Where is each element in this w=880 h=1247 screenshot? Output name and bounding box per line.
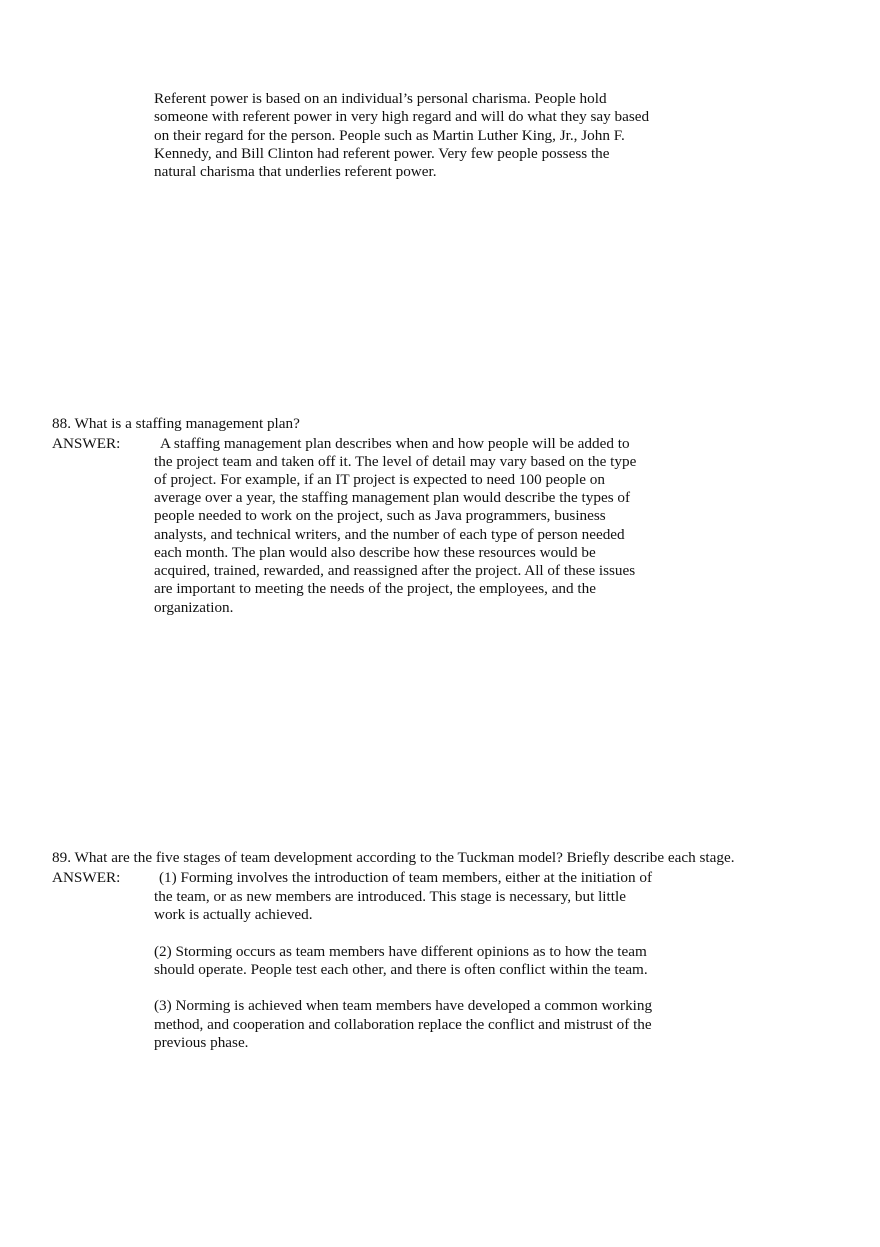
text-line: the team, or as new members are introduced. This stage is necessary, but little — [154, 888, 626, 905]
text-line: (1) Forming involves the introduction of team members, either at the initiation of — [159, 869, 653, 886]
text-line: previous phase. — [154, 1034, 249, 1051]
text-line: (2) Storming occurs as team members have different opinions as to how the team — [154, 943, 647, 960]
question-text: 89. What are the five stages of team development according to the Tuckman model? Briefly describe each stage. — [52, 849, 735, 866]
text-line: natural charisma that underlies referent power. — [154, 163, 437, 180]
text-line: method, and cooperation and collaboration replace the conflict and mistrust of the — [154, 1016, 652, 1033]
text-line: Kennedy, and Bill Clinton had referent power. Very few people possess the — [154, 145, 610, 162]
text-line: A staffing management plan describes when and how people will be added to — [160, 435, 630, 452]
text-line: someone with referent power in very high regard and will do what they say based — [154, 108, 650, 125]
text-line: people needed to work on the project, such as Java programmers, business — [154, 507, 606, 524]
text-line: should operate. People test each other, and there is often conflict within the team. — [154, 961, 648, 978]
answer-label: ANSWER: — [52, 869, 121, 886]
text-line: are important to meeting the needs of the project, the employees, and the — [154, 580, 596, 597]
question-text: 88. What is a staffing management plan? — [52, 415, 300, 432]
text-line: (3) Norming is achieved when team members have developed a common working — [154, 997, 653, 1014]
text-line: acquired, trained, rewarded, and reassigned after the project. All of these issues — [154, 562, 636, 579]
text-line: analysts, and technical writers, and the number of each type of person needed — [154, 526, 625, 543]
text-line: on their regard for the person. People such as Martin Luther King, Jr., John F. — [154, 127, 625, 144]
text-line: each month. The plan would also describe how these resources would be — [154, 544, 596, 561]
text-line: Referent power is based on an individual’s personal charisma. People hold — [154, 90, 607, 107]
text-line: work is actually achieved. — [154, 906, 313, 923]
text-line: of project. For example, if an IT project is expected to need 100 people on — [154, 471, 605, 488]
text-line: organization. — [154, 599, 234, 616]
answer-label: ANSWER: — [52, 435, 121, 452]
text-line: the project team and taken off it. The level of detail may vary based on the type — [154, 453, 637, 470]
text-line: average over a year, the staffing management plan would describe the types of — [154, 489, 631, 506]
